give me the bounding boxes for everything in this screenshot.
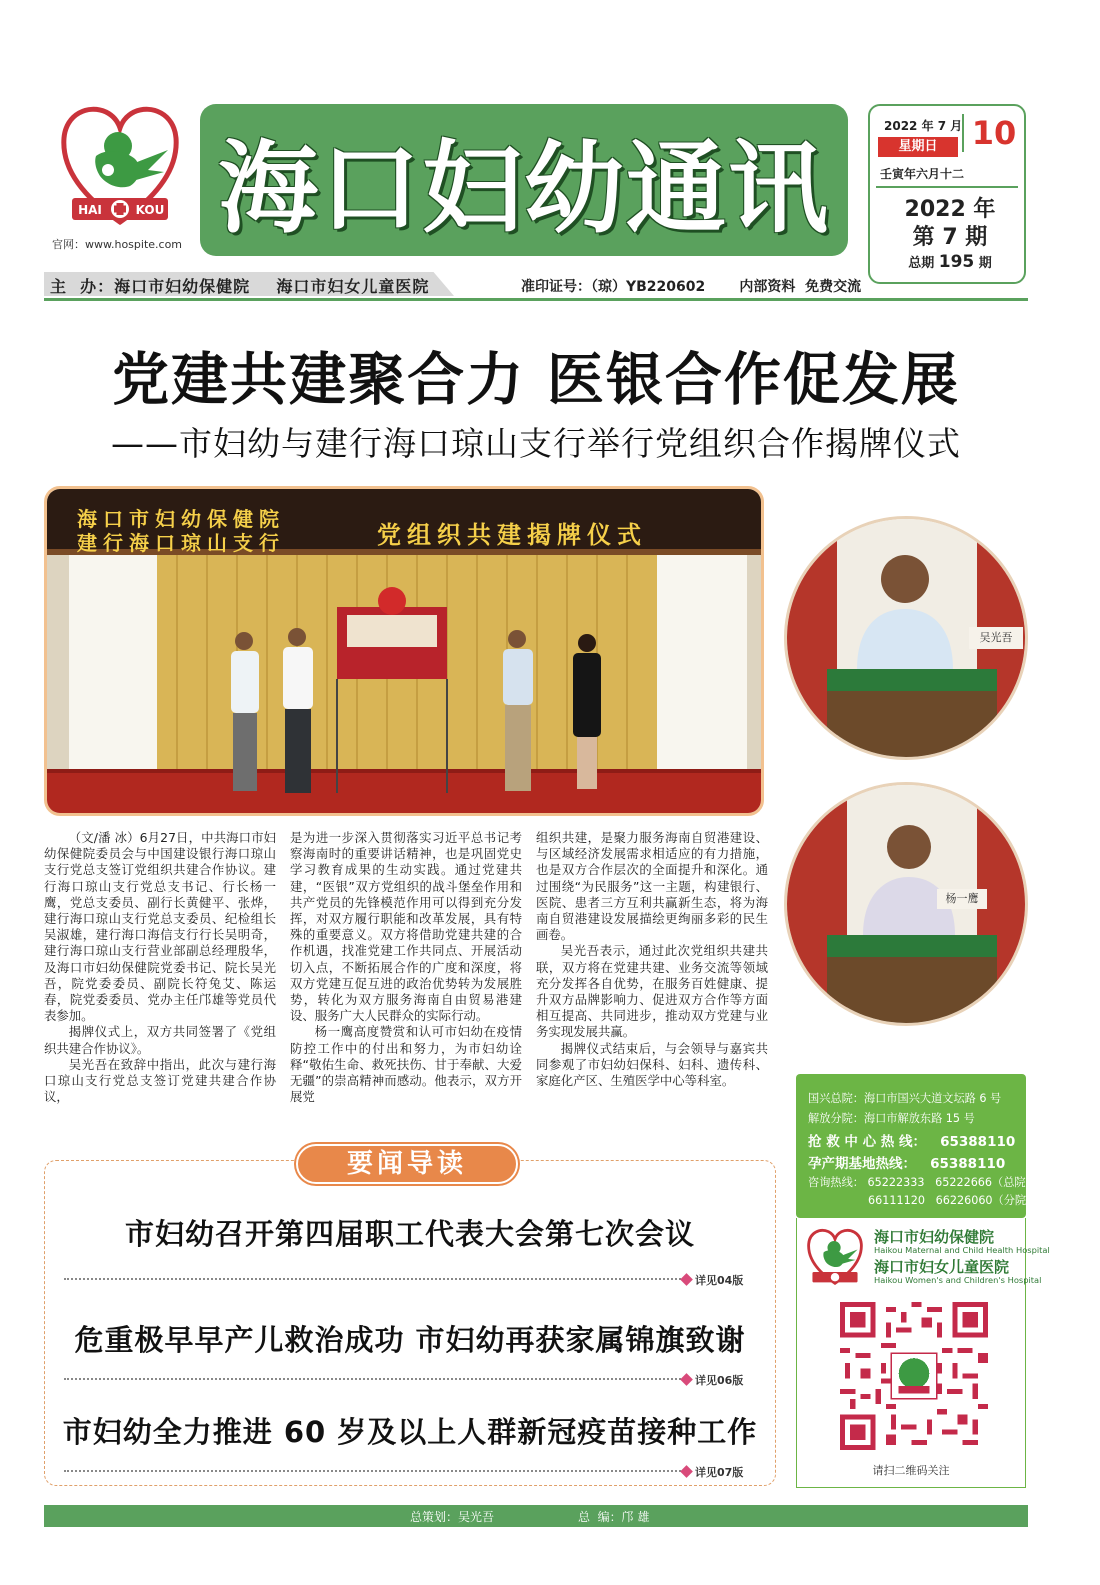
subheadline: ——市妇幼与建行海口琼山支行举行党组织合作揭牌仪式 [111,424,961,463]
article-paragraph: 杨一鹰高度赞赏和认可市妇幼在疫情防控工作中的付出和努力，为市妇幼诠释“敬佑生命、救死扶伤、甘于奉献、大爱无疆”的崇高精神而感动。他表示，双方开展党 [290,1024,522,1105]
footer-editor: 总 编：邝 雄 [578,1510,650,1524]
article-paragraph: （文/潘 冰）6月27日，中共海口市妇幼保健院委员会与中国建设银行海口琼山支行党总支签订党组织共建合作协议。建行海口琼山支行党总支书记、行长杨一鹰，党总支委员、副行长黄健平、张烨，建行海口琼山支行党总支委员、纪检组长吴淑雄，建行海口海信支行行长吴明奇，建行海口琼山支行营业部副总经理殷华，及海口市妇幼保健院党委书记、院长吴光吾，院党委委员、副院长符兔艾、陈运春，院党委委员、党办主任邝雄等党员代表参加。 [44,830,276,1024]
article-paragraph: 吴光吾在致辞中指出，此次与建行海口琼山支行党总支签订党建共建合作协议， [44,1056,276,1105]
qr-code[interactable] [840,1302,988,1450]
name-card-2: 杨一鹰 [937,889,987,909]
date-lunar: 壬寅年六月十二 [880,167,965,181]
news-item-ref-label: 详见04版 [695,1274,744,1287]
footer-planner: 总策划：吴光吾 [410,1510,495,1524]
hospital-name-en-1: Haikou Maternal and Child Health Hospital [874,1245,1050,1255]
news-item-ref[interactable] [682,1372,743,1388]
article-paragraph: 是为进一步深入贯彻落实习近平总书记考察海南时的重要讲话精神，也是巩固党史学习教育成果的生动实践。通过党建共建，“医银”双方党组织的战斗堡垒作用和共产党员的先锋模范作用可以得到充分发挥，对双方履行职能和改革发展，具有特殊的重要意义。双方将借助党建共建的合作机遇，找准党建工作共同点、开展活动切入点，不断拓展合作的广度和深度，将双方党建互促互进的政治优势转为发展胜势，转化为双方服务海南自由贸易港建设、服务广大人民群众的实际行动。 [290,830,522,1024]
article-paragraph: 组织共建，是聚力服务海南自贸港建设、与区域经济发展需求相适应的有力措施，也是双方合作层次的全面提升和深化。通过围绕“为民服务”这一主题，构建银行、医院、患者三方互利共赢新生态，将为海南自贸港建设发展描绘更绚丽多彩的民生画卷。 [536,830,768,943]
article-column-1 [44,830,276,1105]
issue-total-suffix: 期 [978,256,992,271]
footer-bar [44,1505,1028,1527]
article-paragraph: 揭牌仪式上，双方共同签署了《党组织共建合作协议》。 [44,1024,276,1056]
address-main: 国兴总院：海口市国兴大道文坛路 6 号 [808,1092,1002,1105]
news-item-ref-label: 详见06版 [695,1374,744,1387]
news-item-title[interactable]: 市妇幼召开第四届职工代表大会第七次会议 [124,1217,695,1251]
banner-line-1: 海口市妇幼保健院 [77,507,285,531]
news-item-rule [64,1378,684,1380]
date-day: 10 [962,114,1022,152]
banner-line-3: 党组织共建揭牌仪式 [377,520,647,549]
news-item-ref[interactable] [682,1464,743,1480]
news-item-rule [64,1278,684,1280]
issue-total-number: 195 [938,252,975,272]
article-paragraph: 揭牌仪式结束后，与会领导与嘉宾共同参观了市妇幼妇保科、妇科、遗传科、家庭化产区、生殖医学中心等科室。 [536,1040,768,1089]
speaker-photo-2 [784,782,1028,1026]
hospital-name-2: 海口市妇女儿童医院 [874,1258,1010,1276]
sponsor-text: 主 办：海口市妇幼保健院 海口市妇女儿童医院 [50,277,430,296]
logo-text-kou: KOU [135,203,165,217]
date-year-month: 2022 年 7 月 [884,119,963,133]
speaker-photo-1 [784,516,1028,760]
site-url[interactable]: 官网：www.hospite.com [52,238,183,251]
permit-text: 准印证号：（琼）YB220602 内部资料 免费交流 [521,279,862,295]
news-item-title[interactable]: 市妇幼全力推进 60 岁及以上人群新冠疫苗接种工作 [62,1415,758,1449]
date-divider [876,186,1018,188]
article-paragraph: 吴光吾表示，通过此次党组织共建共联，双方将在党建共建、业务交流等领域充分发挥各自优势，在服务百姓健康、提升双方品牌影响力、促进双方合作等方面相互提高、共同进步，推动双方党建与业务实现发展共赢。 [536,943,768,1040]
consult-hotline-1: 咨询热线： 65222333 65222666（总院） [808,1176,1037,1189]
main-photo [44,486,764,816]
consult-hotline-2: 66111120 66226060（分院） [868,1194,1038,1207]
speaker-scene-2 [787,785,1025,1023]
diamond-bullet-icon [680,1465,693,1478]
diamond-bullet-icon [680,1273,693,1286]
article-column-2 [290,830,522,1105]
news-item-ref[interactable] [682,1272,743,1288]
top-rule [44,298,1028,301]
qr-caption: 请扫二维码关注 [872,1464,950,1477]
key-news-tab-label: 要闻导读 [346,1149,467,1179]
banner-line-2: 建行海口琼山支行 [77,531,285,555]
maternity-hotline: 孕产期基地热线： 65388110 [808,1156,1006,1172]
emergency-hotline: 抢 救 中 心 热 线： 65388110 [808,1134,1016,1150]
hospital-name-1: 海口市妇幼保健院 [874,1228,995,1246]
diamond-bullet-icon [680,1373,693,1386]
issue-year: 2022 年 [904,197,996,222]
address-branch: 解放分院：海口市解放东路 15 号 [808,1112,975,1125]
issue-number: 第 7 期 [912,225,988,250]
news-item-title[interactable]: 危重极早早产儿救治成功 市妇幼再获家属锦旗致谢 [74,1323,746,1357]
news-item-rule [64,1470,684,1472]
hospital-logo-small [804,1226,866,1288]
name-card-1: 吴光吾 [969,627,1023,649]
issue-total [890,252,1010,272]
hospital-name-en-2: Haikou Women's and Children's Hospital [874,1275,1042,1285]
hospital-logo [56,100,184,232]
headline: 党建共建聚合力 医银合作促发展 [112,347,960,413]
date-weekday: 星期日 [878,137,958,157]
issue-total-prefix: 总期 [908,256,935,271]
article-column-3 [536,830,768,1089]
masthead-title: 海口妇幼通讯 [218,130,830,247]
logo-text-hai: HAI [78,203,102,217]
news-item-ref-label: 详见07版 [695,1466,744,1479]
